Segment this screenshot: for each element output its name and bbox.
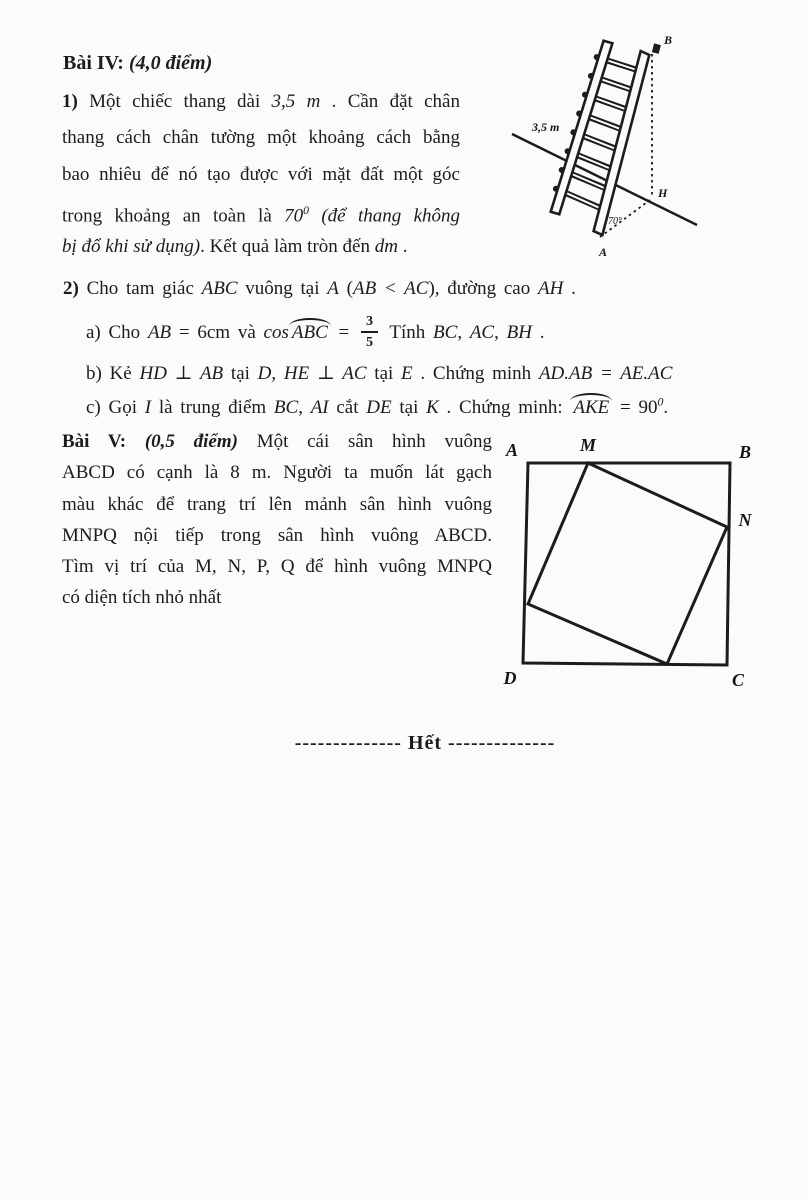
square-point-a-label: A [505, 440, 519, 460]
inscribed-square-figure [498, 436, 768, 696]
square-point-m-label: M [579, 436, 597, 455]
paragraph-line: Tìm vị trí của M, N, P, Q để hình vuông MNPQ [62, 556, 492, 578]
square-point-d-label: D [503, 668, 517, 688]
problem-2b: b) Kẻ HD ⊥ AB tại D, HE ⊥ AC tại E . Chứng minh AD.AB = AE.AC [86, 363, 673, 384]
point-b-marker [652, 43, 661, 53]
paragraph-line: ABCD có cạnh là 8 m. Người ta muốn lát gạch [62, 462, 492, 484]
section-iv-heading: Bài IV: (4,0 điểm) [63, 52, 213, 74]
square-point-b-label: B [738, 442, 752, 462]
ladder-figure [492, 18, 792, 262]
inner-square-mnpq [528, 463, 727, 664]
paragraph-line: thang cách chân tường một khoảng cách bằng [62, 127, 460, 149]
paragraph-line: bao nhiêu để nó tạo được với mặt đất một góc [62, 163, 460, 185]
paragraph-line: trong khoảng an toàn là $70^0$ (để thang không [62, 203, 460, 227]
ladder-length-label: 3,5 m [532, 120, 560, 134]
outer-square-abcd [523, 463, 730, 665]
square-point-n-label: N [738, 510, 752, 530]
ladder-point-b-label: B [664, 33, 673, 47]
end-marker: -------------- Hết -------------- [294, 732, 556, 754]
problem-2c: c) Gọi I là trung điểm BC, AI cắt DE tại K . Chứng minh: AKE = $90^0$. [86, 395, 669, 418]
section-v-paragraph [62, 426, 492, 614]
paragraph-line: màu khác để trang trí lên mảnh sân hình vuông [62, 493, 492, 515]
ladder-point-h-label: H [658, 186, 668, 200]
paragraph-line: bị đổ khi sử dụng). Kết quả làm tròn đến dm . [62, 236, 408, 258]
paragraph-line: Bài V: (0,5 điểm) Một cái sân hình vuông [62, 431, 492, 452]
ladder-angle-label: 70° [608, 216, 622, 227]
square-point-c-label: C [731, 670, 745, 690]
paragraph-line: có diện tích nhỏ nhất [62, 587, 222, 609]
problem-2-intro: 2) Cho tam giác ABC vuông tại A (AB < AC), đường cao AH . [63, 278, 576, 299]
paragraph-line: MNPQ nội tiếp trong sân hình vuông ABCD. [62, 524, 492, 546]
problem-1-paragraph [62, 84, 460, 265]
paragraph-line: 1) Một chiếc thang dài 3,5 m . Cần đặt chân [62, 91, 460, 112]
fraction: $\frac{3}{5}$ [361, 314, 378, 350]
problem-2a: a) Cho AB = 6cm và cos ABC = $\frac{3}{5}$ Tính BC, AC, BH . [86, 313, 545, 350]
ladder-point-a-label: A [599, 245, 608, 259]
